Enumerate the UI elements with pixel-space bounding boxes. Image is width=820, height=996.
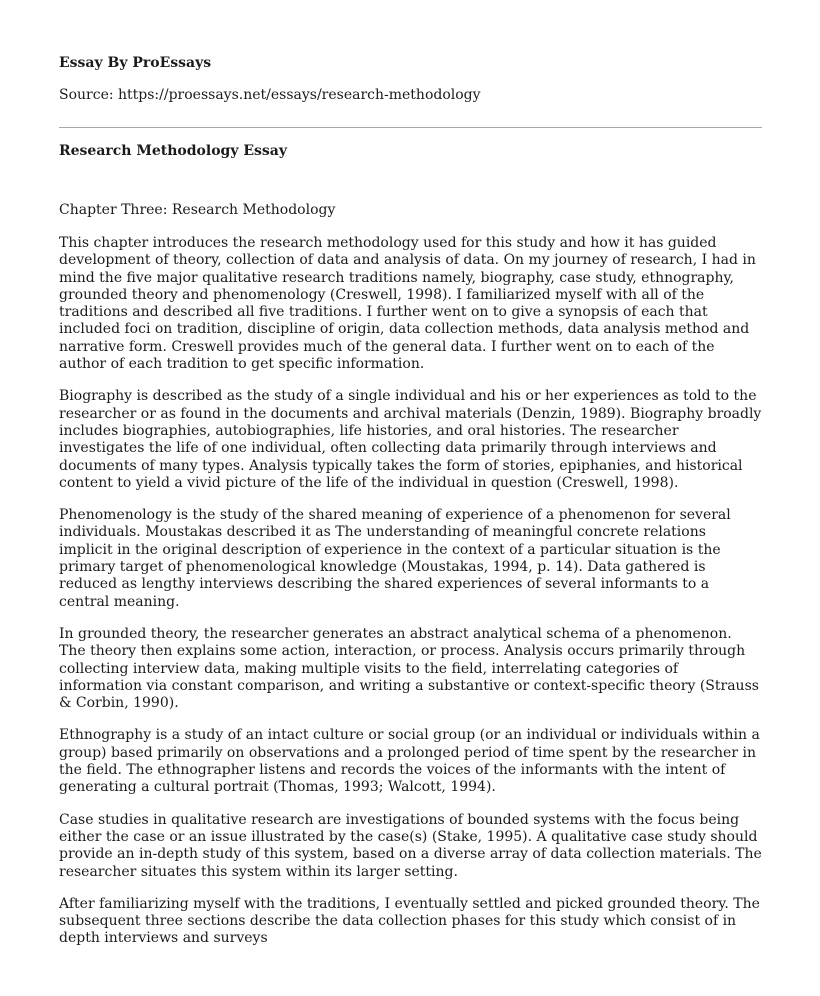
chapter-heading: Chapter Three: Research Methodology: [59, 202, 336, 218]
paragraph-grounded-theory: In grounded theory, the researcher generates an abstract analytical schema of a phenomenon. The theory then explains some action, interaction, or process. Analysis occurs primarily through collecting interview data, making multiple visits to the field, interrelating categories of information via constant comparison, and writing a substantive or context-specific theory (Strauss & Corbin, 1990).: [59, 625, 759, 712]
paragraph-conclusion: After familiarizing myself with the traditions, I eventually settled and picked grounded theory. The subsequent three sections describe the data collection phases for this study which consist of in depth interviews and surveys: [59, 895, 760, 947]
page-title: Research Methodology Essay: [59, 143, 287, 159]
paragraph-case-studies: Case studies in qualitative research are investigations of bounded systems with the focus being either the case or an issue illustrated by the case(s) (Stake, 1995). A qualitative case study should provide an in-depth study of this system, based on a diverse array of data collection materials. The researcher situates this system within its larger setting.: [59, 811, 762, 880]
paragraph-ethnography: Ethnography is a study of an intact culture or social group (or an individual or individuals within a group) based primarily on observations and a prolonged period of time spent by the researcher in the field. The ethnographer listens and records the voices of the informants with the intent of generating a cultural portrait (Thomas, 1993; Walcott, 1994).: [59, 727, 760, 796]
essay-body: [59, 201, 762, 963]
paragraph-phenomenology: Phenomenology is the study of the shared meaning of experience of a phenomenon for several individuals. Moustakas described it as The understanding of meaningful concrete relations implicit in the original description of experience in the context of a particular situation is the primary target of phenomenological knowledge (Moustakas, 1994, p. 14). Data gathered is reduced as lengthy interviews describing the shared experiences of several informants to a central meaning.: [59, 507, 731, 610]
paragraph-intro: This chapter introduces the research methodology used for this study and how it has guided development of theory, collection of data and analysis of data. On my journey of research, I had in mind the five major qualitative research traditions namely, biography, case study, ethnography, grounded theory and phenomenology (Creswell, 1998). I familiarized myself with all of the traditions and described all five traditions. I further went on to give a synopsis of each that included foci on tradition, discipline of origin, data collection methods, data analysis method and narrative form. Creswell provides much of the general data. I further went on to each of the author of each tradition to get specific information.: [59, 235, 756, 373]
essay-source-url: Source: https://proessays.net/essays/research-methodology: [59, 87, 481, 103]
header-divider: [59, 127, 762, 128]
paragraph-biography: Biography is described as the study of a single individual and his or her experiences as told to the researcher or as found in the documents and archival materials (Denzin, 1989). Biography broadly includes biographies, autobiographies, life histories, and oral histories. The researcher investigates the life of one individual, often collecting data primarily through interviews and documents of many types. Analysis typically takes the form of stories, epiphanies, and historical content to yield a vivid picture of the life of the individual in question (Creswell, 1998).: [59, 388, 762, 491]
essay-source-title: Essay By ProEssays: [59, 55, 212, 71]
